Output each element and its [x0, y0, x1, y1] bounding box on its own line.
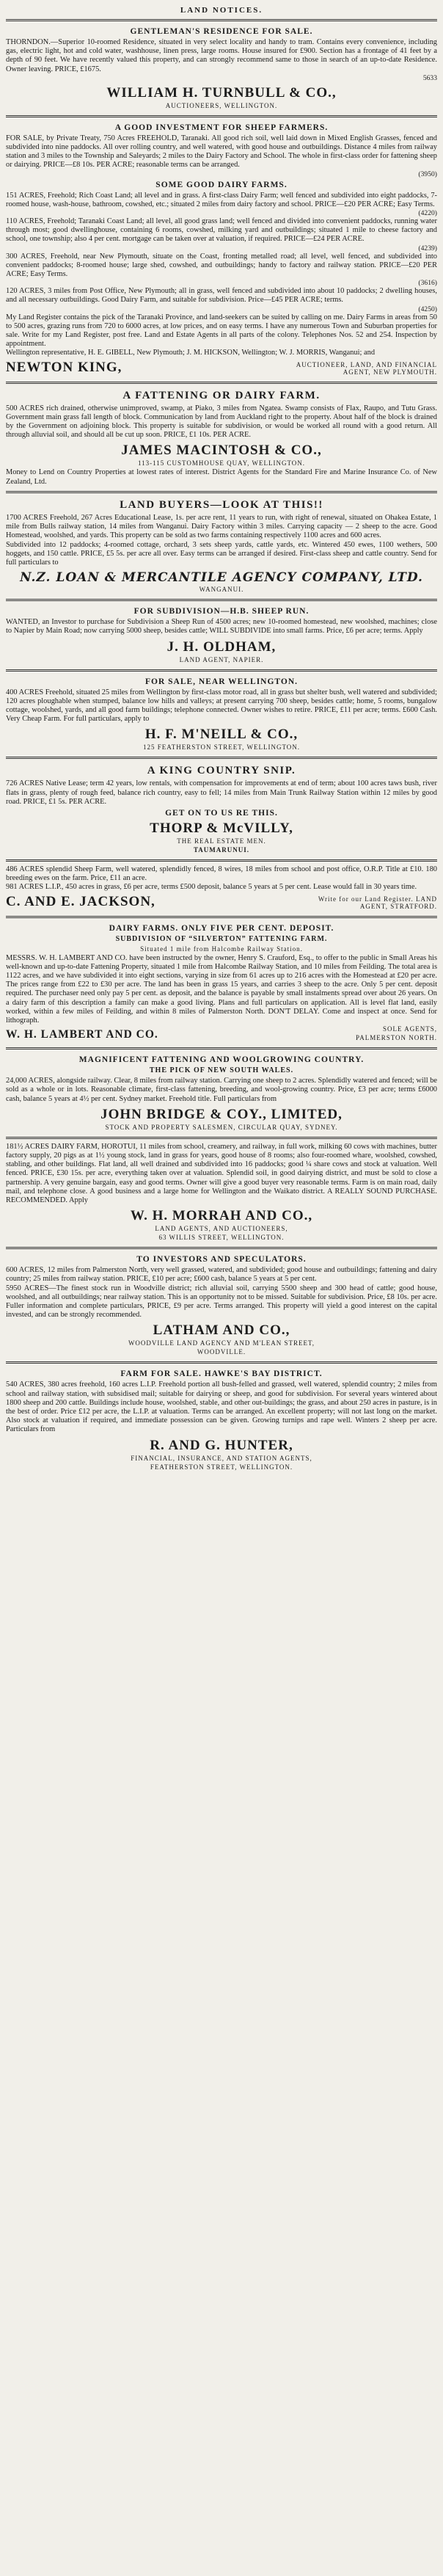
- advertiser-address: AUCTIONEER, LAND, AND FINANCIAL AGENT, NEW PLYMOUTH.: [296, 360, 437, 376]
- ad-subheading: THE PICK OF NEW SOUTH WALES.: [149, 1066, 294, 1075]
- advertiser-name: C. AND E. JACKSON,: [6, 893, 155, 909]
- advertiser-tagline: THE REAL ESTATE MEN.: [177, 837, 266, 845]
- advertiser-name: JAMES MACINTOSH & CO.,: [121, 443, 322, 459]
- ad-heading: A GOOD INVESTMENT FOR SHEEP FARMERS.: [114, 123, 329, 132]
- ad-listing: 151 ACRES, Freehold; Rich Coast Land; all level and in grass. A first-class Dairy Farm; well fenced and subdivided into eight paddocks, 7-roomed house, wash-house, bathroom, cowshed, etc.; situated 2 miles from dairy factory and school. PRICE—£20 PER ACRE; Easy Terms.: [6, 191, 437, 208]
- section-masthead: LAND NOTICES.: [180, 6, 263, 15]
- ad-jackson-sheep-farm: [6, 865, 437, 913]
- ad-body: 24,000 ACRES, alongside railway. Clear, 8 miles from railway station. Carrying one sheep to 2 acres. Splendidly watered and fenced; will be sold as a whole or in lots. Reasonable climate, first-class fattening, breeding, and wool-growing country. Price, £3 per acre; terms £6000 cash, balance 5 years at 4½ per cent. Sydney market. Freehold title. Full particulars from: [6, 1077, 437, 1103]
- ad-listing: 5950 ACRES—The finest stock run in Woodville district; rich alluvial soil, carrying 5500 sheep and 300 head of cattle; good house, woolshed, and all outbuildings; near railway station. This is an opportunity not to be missed. Suitable for subdivision. Price, £8 10s. per acre. Fuller information and complete particulars, PRICE, £9 per acre. Terms arranged. This property will yield a good interest on the capital invested, and can be strongly recommended.: [6, 1284, 437, 1320]
- advertiser-address: TAUMARUNUI.: [193, 845, 250, 854]
- ad-near-wellington: [6, 674, 437, 754]
- advertiser-name: H. F. M'NEILL & CO.,: [144, 727, 299, 743]
- divider: [6, 491, 437, 493]
- ad-body: 540 ACRES, 380 acres freehold, 160 acres L.I.P. Freehold portion all bush-felled and grassed, well watered, splendid country; 2 miles from school and railway station, with subsidised mail; suitable for dairying or sheep, and good for subdivision. For several years wintered about 1800 sheep and 200 cattle. Buildings include house, woolshed, stable, and other out-buildings; the grass, and about 250 acres in pasture, is in the best of order. Price £12 per acre, the L.I.P. at valuation. Terms can be arranged. An excellent property; will not last long on the market. Also stock at valuation if required, and immediate possession can be given. Growing turnips and rape well. Winters 2 sheep per acre. Particulars from: [6, 1380, 437, 1434]
- ad-subheading: SOME GOOD DAIRY FARMS.: [155, 180, 288, 189]
- ad-ref: (4220): [418, 209, 437, 218]
- divider: [6, 1047, 437, 1049]
- ad-horotui-dairy-farm: [6, 1142, 437, 1244]
- advertiser-address: FEATHERSTON STREET, WELLINGTON.: [150, 1463, 293, 1471]
- advertiser-name: N.Z. LOAN & MERCANTILE AGENCY COMPANY, LTD.: [20, 570, 423, 586]
- divider: [6, 599, 437, 601]
- ad-body: 1700 ACRES Freehold, 267 Acres Educational Lease, 1s. per acre rent, 11 years to run, with right of renewal, situated on Ohakea Estate, 1 mile from Bulls railway station, 14 miles from Wanganui. Dairy Factory within 3 miles. Carrying capacity — 2 sheep to the acre. Good Homestead, woolshed, and yards. This property can be sold as two farms containing respectively 1100 acres and 600 acres.: [6, 513, 437, 540]
- ad-listing: 981 ACRES L.I.P., 450 acres in grass, £6 per acre, terms £500 deposit, balance 5 years at 5 per cent. Lease would fall in 30 years time.: [6, 883, 417, 892]
- ad-investors-speculators: [6, 1252, 437, 1358]
- ad-gentlemans-residence: [6, 24, 437, 112]
- advertiser-address: STOCK AND PROPERTY SALESMEN, CIRCULAR QUAY, SYDNEY.: [105, 1123, 338, 1131]
- advertiser-name: W. H. LAMBERT AND CO.: [6, 1028, 158, 1041]
- divider: [6, 382, 437, 384]
- ad-listing: 300 ACRES, Freehold, near New Plymouth, situate on the Coast, fronting metalled road; all level, well fenced, and subdivided into convenient paddocks; 8-roomed house; large shed, cowshed, and outbuildings; handy to factory and railway station. PRICE—£20 PER ACRE; Easy Terms.: [6, 252, 437, 279]
- ad-heading: FARM FOR SALE. HAWKE'S BAY DISTRICT.: [120, 1369, 323, 1379]
- ad-body: 181½ ACRES DAIRY FARM, HOROTUI, 11 miles from school, creamery, and railway, in full work, milking 60 cows with machines, butter factory supply, 20 pigs as at 1½ young stock, land in grass for years, good house of 8 rooms; also four-roomed whare, woolshed, cowshed, stabling, and other buildings. Flat land, all well drained and subdivided into 16 paddocks; good ¼ share cows and stock at valuation. Well fenced. PRICE, £30 15s. per acre, everything taken over at valuation. Splendid soil, in good dairying district, and must be sold to close a partnership. A very genuine bargain, easy and good terms. Owner will give a good buyer very reasonable terms. Farm is on main road, daily mail, and telephone close. A good business and a large home for Wellington and the Waikato district. A REALLY SOUND PURCHASE. RECOMMENDED. Apply: [6, 1142, 437, 1204]
- advertiser-address: 63 WILLIS STREET, WELLINGTON.: [158, 1234, 285, 1242]
- advertiser-address: 125 FEATHERSTON STREET, WELLINGTON.: [142, 743, 301, 752]
- ad-land-buyers: [6, 496, 437, 596]
- ad-ref: (3950): [418, 170, 437, 178]
- advertiser-name: R. AND G. HUNTER,: [150, 1437, 293, 1453]
- advertiser-role: FINANCIAL, INSURANCE, AND STATION AGENTS,: [131, 1454, 312, 1462]
- land-notices-page: [6, 0, 437, 1474]
- advertiser-name: W. H. MORRAH AND CO.,: [130, 1208, 313, 1224]
- advertiser-block: [6, 1025, 437, 1043]
- advertiser-name: THORP & McVILLY,: [150, 820, 293, 836]
- ad-heading: FOR SUBDIVISION—H.B. SHEEP RUN.: [133, 607, 310, 616]
- ad-listing: 110 ACRES, Freehold; Taranaki Coast Land; all level, all good grass land; well fenced and divided into convenient paddocks, running water through most; good dwellinghouse, containing 6 rooms, cowshed, milking yard and outbuildings; situated 1 mile to cheese factory and school, one township; also 4 per cent. mortgage can be taken over at valuation, if required. PRICE—£24 PER ACRE.: [6, 217, 437, 244]
- ad-body: 500 ACRES rich drained, otherwise unimproved, swamp, at Piako, 3 miles from Ngatea. Swamp consists of Flax, Raupo, and Tutu Grass. Government main grass fall length of block. Communication by land from Auckland right to the property. About half of the block is drained by the Government on adjoining block. This property is suitable for subdivision, or would be worked all round with a good return. All through alluvial soil, and should all be cut up soon. PRICE, £1 10s. PER ACRE.: [6, 404, 437, 440]
- ad-body: My Land Register contains the pick of the Taranaki Province, and land-seekers can be suited by calling on me. Dairy Farms in areas from 50 to 500 acres, grazing runs from 720 to 6000 acres, at low prices, and on easy terms. I have any numerous Town and Suburban properties for sale. Write for my Land Register, post free. Land and Estate Agents in all parts of the colony. Telephones Nos. 52 and 254. Inspection by appointment.: [6, 313, 437, 349]
- ad-ref: (4250): [418, 305, 437, 313]
- ad-heading: A KING COUNTRY SNIP.: [147, 765, 296, 777]
- ad-location: Situated 1 mile from Halcombe Railway Station.: [140, 945, 303, 953]
- ad-sheep-farmers-investment: [6, 120, 437, 379]
- advertiser-address: LAND AGENT, NAPIER.: [179, 655, 264, 663]
- divider: [6, 1361, 437, 1364]
- divider: [6, 115, 437, 117]
- advertiser-address: AUCTIONEERS, WELLINGTON.: [165, 101, 278, 109]
- ad-heading: LAND BUYERS—LOOK AT THIS!!: [120, 498, 323, 511]
- advertiser-address: PALMERSTON NORTH.: [356, 1034, 437, 1042]
- ad-ref: (4239): [418, 244, 437, 252]
- advertiser-address: Write for our Land Register. LAND AGENT, STRATFORD.: [318, 895, 437, 910]
- ad-silverton-dairy-farms: [6, 921, 437, 1045]
- ad-body: FOR SALE, by Private Treaty, 750 Acres FREEHOLD, Taranaki. All good rich soil, well laid down in Mixed English Grasses, fenced and subdivided into nine paddocks. All over rolling country, and well watered, with good house and outbuildings. Distance 4 miles from railway station and 3 miles to the Township and Saleyards; 2 miles to the Dairy Factory and School. The whole in first-class order for fattening sheep or dairying. PRICE—£8 10s. PER ACRE; reasonable terms can be arranged.: [6, 134, 437, 170]
- ad-heading: MAGNIFICENT FATTENING AND WOOLGROWING COUNTRY.: [78, 1055, 365, 1065]
- ad-new-south-wales: [6, 1052, 437, 1134]
- ad-hawkes-bay-farm: [6, 1367, 437, 1473]
- ad-listing: 120 ACRES, 3 miles from Post Office, New Plymouth; all in grass, well fenced and subdivided into about 10 paddocks; 2 dwelling houses, and all necessary outbuildings. Good Dairy Farm, and suitable for subdivision. Price—£45 PER ACRE; terms.: [6, 287, 437, 305]
- ad-ref: 5633: [422, 73, 437, 82]
- ad-tagline: GET ON TO US RE THIS.: [165, 808, 278, 818]
- divider: [6, 757, 437, 759]
- ad-note: Money to Lend on Country Properties at lowest rates of interest. District Agents for the Standard Fire and Marine Insurance Co. of New Zealand, Ltd.: [6, 468, 437, 486]
- ad-agents: Wellington representative, H. E. GIBELL, New Plymouth; J. M. HICKSON, Wellington; W. J. MORRIS, Wanganui; and: [6, 349, 376, 357]
- divider: [6, 19, 437, 21]
- ad-body: THORNDON.—Superior 10-roomed Residence, situated in very select locality and handy to tram. Contains every convenience, including gas, electric light, hot and cold water, washhouse, linen press, large rooms. House insured for £900. Section has a frontage of 41 feet by a depth of 90 feet. We have recently valued this property, and can strongly recommend same to those in search of an up-to-date Residence. Owner leaving. PRICE, £1675.: [6, 38, 437, 73]
- ad-heading: DAIRY FARMS. ONLY FIVE PER CENT. DEPOSIT.: [109, 923, 334, 933]
- ad-heading: FOR SALE, NEAR WELLINGTON.: [144, 677, 299, 686]
- advertiser-address: WANGANUI.: [199, 586, 244, 594]
- ad-heading: A FATTENING OR DAIRY FARM.: [122, 389, 321, 401]
- ad-listing: 600 ACRES, 12 miles from Palmerston North, very well grassed, watered, and subdivided; good house and outbuildings; fattening and dairy country; 25 miles from railway station. PRICE, £10 per acre; £600 cash, balance 5 years at 5 per cent.: [6, 1266, 437, 1284]
- ad-heading: TO INVESTORS AND SPECULATORS.: [136, 1255, 307, 1265]
- advertiser-details: [356, 1025, 437, 1043]
- ad-body: 726 ACRES Native Lease; term 42 years, low rentals, with compensation for improvements at end of term; about 100 acres taws bush, river flats in grass, plenty of rough feed, balance rich country, easy to fell; 14 miles from Main Trunk Railway Station within 12 miles by good road. PRICE, £1 5s. PER ACRE.: [6, 779, 437, 806]
- advertiser-name: JOHN BRIDGE & COY., LIMITED,: [100, 1106, 343, 1122]
- advertiser-role: LAND AGENTS, AND AUCTIONEERS,: [155, 1225, 288, 1233]
- ad-listing: 486 ACRES splendid Sheep Farm, well watered, splendidly fenced, 8 wires, 18 miles from school and post office, O.R.P. Title at £10. 180 breeding ewes on the farm. Price, £11 an acre.: [6, 865, 437, 883]
- advertiser-address: WOODVILLE.: [197, 1348, 246, 1356]
- ad-ref: (3616): [418, 279, 437, 288]
- advertiser-block: [6, 892, 437, 912]
- advertiser-name: J. H. OLDHAM,: [166, 638, 277, 655]
- ad-body: 400 ACRES Freehold, situated 25 miles from Wellington by first-class motor road, all in grass but shelter bush, well watered and subdivided; 120 acres ploughable when stumped, balance low hills and valleys; at present carrying 700 sheep, besides cattle; home, 5 rooms, bungalow cottage, woolshed, yards, and all good farm buildings; telephone connected. Owner wishes to retire. PRICE, £11 per acre; terms. £600 Cash. Very Cheap Farm. For full particulars, apply to: [6, 688, 437, 724]
- ad-subheading: SUBDIVISION OF “SILVERTON” FATTENING FARM.: [115, 934, 328, 943]
- ad-body: WANTED, an Investor to purchase for Subdivision a Sheep Run of 4500 acres; new 10-roomed homestead, new woolshed, machines; close to Napier by Main Road; now carrying 5000 sheep, besides cattle; WILL SUBDIVIDE into small farms. Price, £6 per acre; terms. Apply: [6, 618, 437, 636]
- advertiser-role: WOODVILLE LAND AGENCY AND M'LEAN STREET,: [128, 1339, 315, 1347]
- advertiser-name: LATHAM AND CO.,: [153, 1322, 290, 1339]
- divider: [6, 859, 437, 862]
- advertiser-role: SOLE AGENTS,: [382, 1025, 437, 1033]
- ad-king-country-snip: [6, 762, 437, 856]
- ad-fattening-dairy-farm: [6, 387, 437, 488]
- divider: [6, 916, 437, 918]
- ad-hb-sheep-run: [6, 604, 437, 666]
- ad-heading: GENTLEMAN'S RESIDENCE FOR SALE.: [130, 27, 313, 36]
- advertiser-name: WILLIAM H. TURNBULL & CO.,: [106, 84, 337, 101]
- advertiser-name: NEWTON KING,: [6, 359, 122, 375]
- ad-body: Subdivided into 12 paddocks; 4-roomed cottage, orchard, 3 sets sheep yards, cattle yards, etc. Wintered 450 ewes, 1100 wethers, 500 hoggets, and 150 cattle. PRICE, £5 5s. per acre all over. Easy terms can be arranged if desired. First-class sheep and cattle country. Send for full particulars to: [6, 540, 437, 567]
- divider: [6, 669, 437, 672]
- divider: [6, 1247, 437, 1249]
- ad-body: MESSRS. W. H. LAMBERT AND CO. have been instructed by the owner, Henry S. Crauford, Esq., to offer to the public in Small Areas his well-known and up-to-date Fattening Property, situated 1 mile from Halcombe Railway Station, and 10 miles from Feilding. The total area is 1122 acres, and we have subdivided it into eight sections, varying in size from 61 acres up to 216 acres with the Homestead at £20 per acre. The prices range from £22 to £30 per acre. The land has been in grass 15 years, and carries 3 sheep to the acre. Only 5 per cent. deposit required. The purchaser need only pay 5 per cent. as deposit, and the balance is payable by small instalments spread over about 26 years. On a dairy farm of this description a family can make a good living. Plans and full particulars on application. All is level flat land, easily worked, within a few miles of Feilding, and within 8 miles of Palmerston North. DON'T DELAY. Come and inspect at once. Send for lithograph.: [6, 953, 437, 1025]
- advertiser-address: 113-115 CUSTOMHOUSE QUAY, WELLINGTON.: [137, 459, 306, 467]
- advertiser-block: [6, 358, 437, 377]
- divider: [6, 1137, 437, 1139]
